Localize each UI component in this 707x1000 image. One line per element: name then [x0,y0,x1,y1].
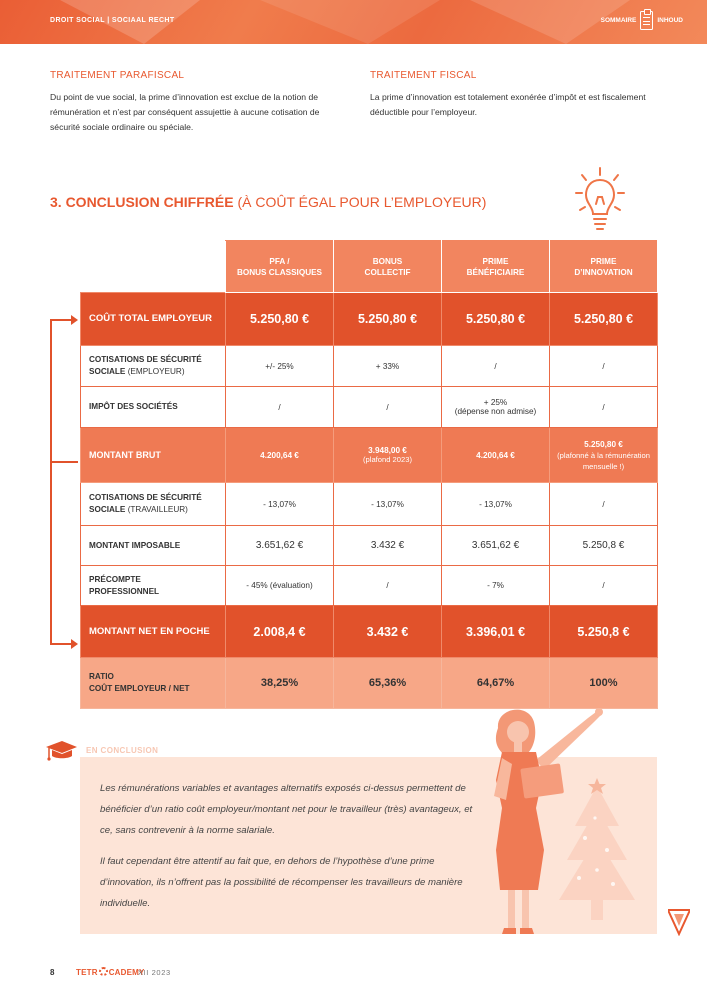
table-cell: / [334,566,442,606]
table-row-cotis-travailleur: COTISATIONS DE SÉCURITÉ SOCIALE (TRAVAILLEUR) - 13,07% - 13,07% - 13,07% / [81,483,658,526]
table-cell: 5.250,80 € [334,293,442,346]
table-cell: 3.651,62 € [226,526,334,566]
table-row-cotis-employeur: COTISATIONS DE SÉCURITÉ SOCIALE (EMPLOYEUR) +/- 25% + 33% / / [81,346,658,387]
table-cell: 100% [550,658,658,709]
table-cell: 5.250,80 € [226,293,334,346]
woman-pointing-illustration [478,700,648,940]
table-row-cout-total: COÛT TOTAL EMPLOYEUR 5.250,80 € 5.250,80 € 5.250,80 € 5.250,80 € [81,293,658,346]
column-header-prime-innovation: PRIME D’INNOVATION [550,241,658,293]
table-cell: 3.396,01 € [442,606,550,658]
table-row-ratio: RATIO COÛT EMPLOYEUR / NET 38,25% 65,36% 64,67% 100% [81,658,658,709]
table-cell: + 33% [334,346,442,387]
graduation-cap-icon [44,738,78,762]
table-cell: - 13,07% [226,483,334,526]
table-cell: 4.200,64 € [442,428,550,483]
table-row-net: MONTANT NET EN POCHE 2.008,4 € 3.432 € 3.396,01 € 5.250,8 € [81,606,658,658]
table-cell: 3.651,62 € [442,526,550,566]
table-cell: 38,25% [226,658,334,709]
parafiscal-text: Du point de vue social, la prime d’innovation est exclue de la notion de rémunération et n’est par conséquent assujettie à aucune cotisation de sécurité sociale ordinaire ou spéciale. [50,92,320,132]
table-cell: / [550,346,658,387]
inhoud-label: INHOUD [657,17,683,24]
conclusion-paragraph: Les rémunérations variables et avantages alternatifs exposés ci-dessus permettent de bénéficier d’un ratio coût employeur/montant net pour le travailleur (très) avantageux, et ce, sans contrevenir à la norme salariale. [100,783,473,836]
table-cell: - 7% [442,566,550,606]
fiscal-text: La prime d’innovation est totalement exonérée d’impôt et est fiscalement déductible pour l’employeur. [370,92,646,117]
table-cell: / [226,387,334,428]
gear-icon [99,967,108,976]
table-cell: / [550,483,658,526]
table-row-impot: IMPÔT DES SOCIÉTÉS / / + 25% (dépense non admise) / [81,387,658,428]
tetracademy-logo: TETR CADEMY [76,968,145,977]
table-cell: - 13,07% [442,483,550,526]
column-header-prime-beneficiaire: PRIME BÉNÉFICIAIRE [442,241,550,293]
table-cell: 5.250,8 € [550,526,658,566]
table-cell: - 13,07% [334,483,442,526]
clipboard-icon [640,11,653,30]
bracket-bottom [50,462,68,644]
page-number: 8 [50,968,55,977]
table-header-row [81,241,658,293]
arrow-net [50,643,72,645]
table-cell: / [550,566,658,606]
table-cell: +/- 25% [226,346,334,387]
table-row-imposable: MONTANT IMPOSABLE 3.651,62 € 3.432 € 3.651,62 € 5.250,8 € [81,526,658,566]
table-corner [81,241,226,293]
table-cell: / [442,346,550,387]
header-section-label: DROIT SOCIAL | SOCIAAL RECHT [50,17,175,24]
table-cell: - 45% (évaluation) [226,566,334,606]
table-cell: 4.200,64 € [226,428,334,483]
fiscal-title: TRAITEMENT FISCAL [370,70,477,81]
table-cell: 5.250,80 € (plafonné à la rémunération mensuelle !) [550,428,658,483]
table-row-brut: MONTANT BRUT 4.200,64 € 3.948,00 € (plafond 2023) 4.200,64 € 5.250,80 € (plafonné à la rémunération mensuelle !) [81,428,658,483]
table-row-precompte: PRÉCOMPTE PROFESSIONNEL - 45% (évaluation) / - 7% / [81,566,658,606]
table-cell: 5.250,80 € [442,293,550,346]
header-bar [0,0,707,44]
table-cell: 3.432 € [334,526,442,566]
conclusion-paragraph: Il faut cependant être attentif au fait que, en dehors de l’hypothèse d’une prime d’innovation, ils n’offrent pas la possibilité de récompenser les travailleurs de manière individuelle. [100,856,463,909]
lightbulb-icon [574,166,626,238]
table-cell: 5.250,8 € [550,606,658,658]
column-header-pfa: PFA / BONUS CLASSIQUES [226,241,334,293]
comparison-table [80,240,658,709]
parafiscal-block [50,70,340,135]
sommaire-label: SOMMAIRE [600,17,637,24]
fiscal-block [370,70,660,120]
table-cell: 3.432 € [334,606,442,658]
table-cell: 2.008,4 € [226,606,334,658]
column-header-bonus-collectif: BONUS COLLECTIF [334,241,442,293]
section-title: 3. CONCLUSION CHIFFRÉE (À COÛT ÉGAL POUR L’EMPLOYEUR) [50,194,487,210]
bracket-top [50,320,68,462]
table-cell: 5.250,80 € [550,293,658,346]
table-cell: / [550,387,658,428]
table-cell: / [334,387,442,428]
table-cell: 64,67% [442,658,550,709]
issue-date: XII 2023 [138,968,171,977]
conclusion-label: EN CONCLUSION [86,746,159,755]
conclusion-text [100,778,480,924]
table-cell: 65,36% [334,658,442,709]
sommaire-link[interactable] [601,11,683,30]
header-facet [260,0,440,44]
parafiscal-title: TRAITEMENT PARAFISCAL [50,70,185,81]
brand-v-mark-icon [668,908,690,936]
table-cell: + 25% (dépense non admise) [442,387,550,428]
arrow-cout-total [50,319,72,321]
table-cell: 3.948,00 € (plafond 2023) [334,428,442,483]
